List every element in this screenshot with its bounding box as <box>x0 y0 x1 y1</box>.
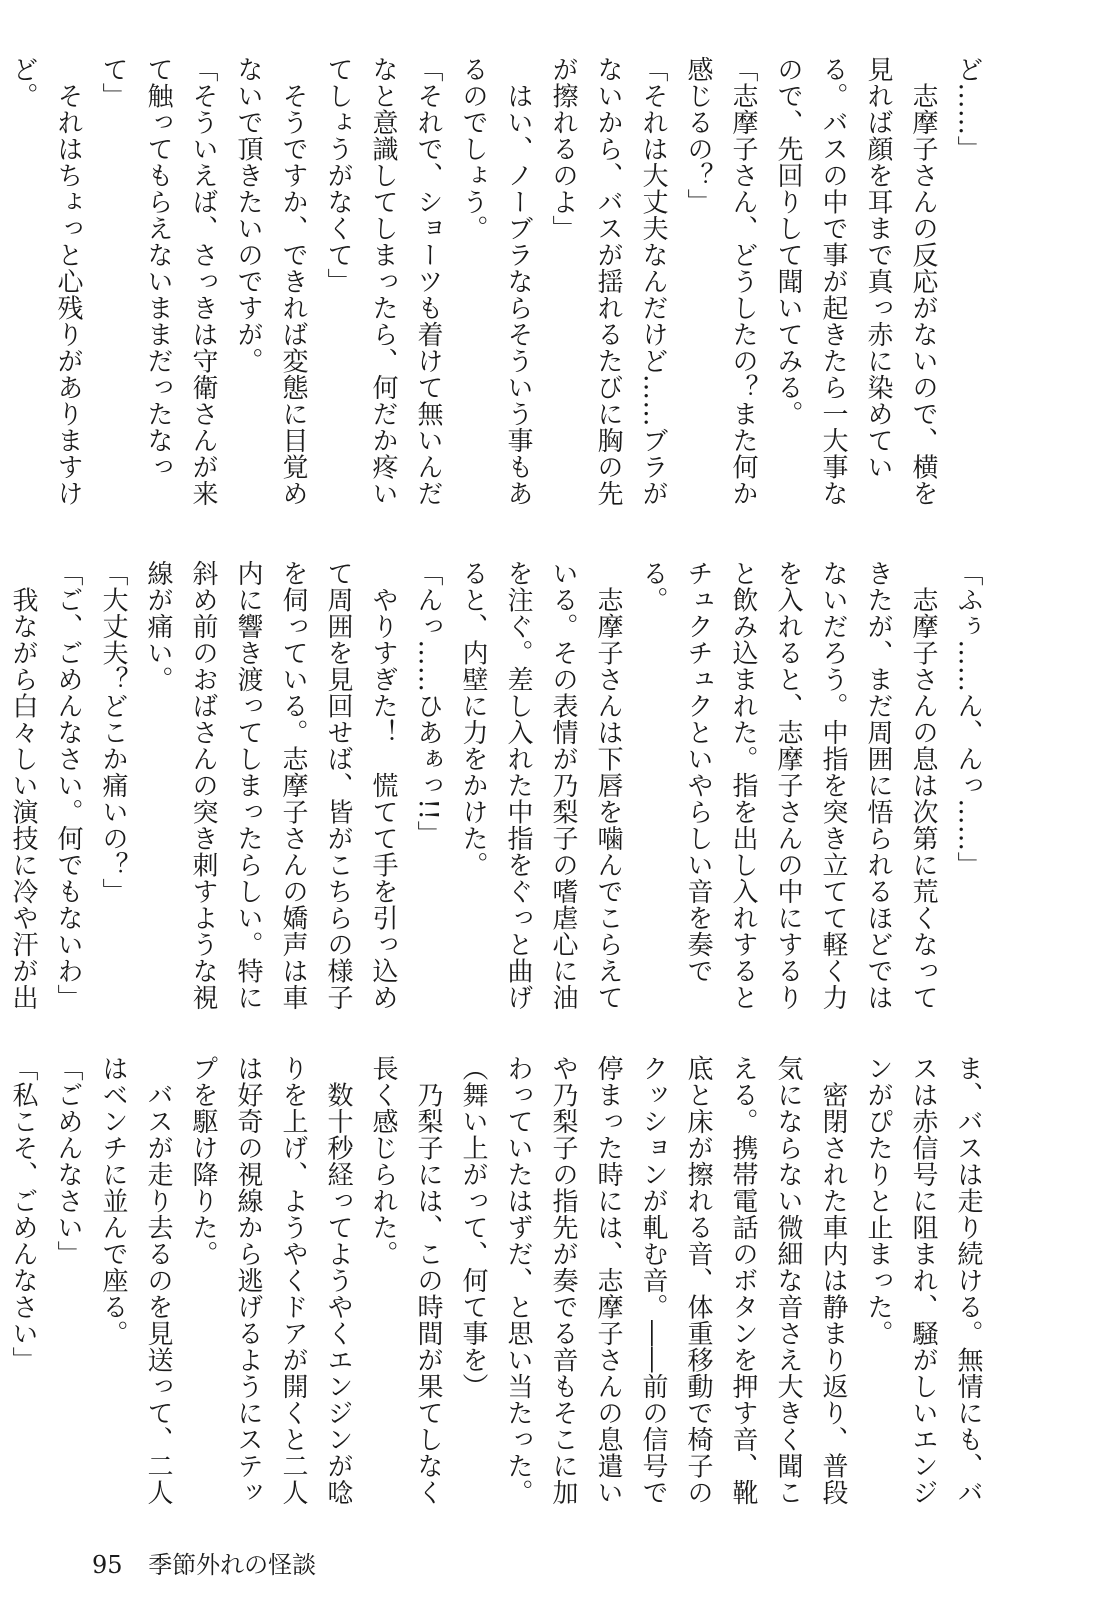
paragraph: 「そういえば、さっきは守衛さんが来て触ってもらえないままだったなって」 <box>98 56 218 507</box>
paragraph: ど……」 <box>953 56 983 162</box>
paragraph: 「志摩子さん、どうしたの？また何か感じるの？」 <box>683 56 758 507</box>
paragraph: （舞い上がって、何て事を） <box>458 1055 488 1400</box>
paragraph: 数十秒経ってようやくエンジンが唸りを上げ、ようやくドアが開くと二人は好奇の視線から逃げるようにステップを駆け降りた。 <box>188 1055 353 1506</box>
paragraph: 「私こそ、ごめんなさい」 <box>8 1055 38 1373</box>
paragraph: 志摩子さんの息は次第に荒くなってきたが、まだ周囲に悟られるほどではないだろう。中指を突き立てて軽く力を入れると、志摩子さんの中にするりと飲み込まれた。指を出し入れするとチュクチュクといやらしい音を奏でる。 <box>638 560 938 1011</box>
paragraph: 我ながら白々しい演技に冷や汗が出 <box>8 586 38 1011</box>
paragraph: 志摩子さんの反応がないので、横を見れば顔を耳まで真っ赤に染めている。バスの中で事が起きたら一大事なので、先回りして聞いてみる。 <box>773 56 938 507</box>
paragraph: 「ごめんなさい」 <box>53 1055 83 1267</box>
paragraph: 「んっ……ひあぁっ!!」 <box>413 560 443 847</box>
paragraph: 志摩子さんは下唇を噛んでこらえている。その表情が乃梨子の嗜虐心に油を注ぐ。差し入れた中指をぐっと曲げると、内壁に力をかけた。 <box>458 560 623 1011</box>
paragraph: 「ご、ごめんなさい。何でもないわ」 <box>53 560 83 1011</box>
paragraph: そうですか、できれば変態に目覚めないで頂きたいのですが。 <box>233 56 308 507</box>
paragraph: それはちょっと心残りがありますけど。 <box>8 56 83 507</box>
paragraph: 乃梨子には、この時間が果てしなく長く感じられた。 <box>368 1055 443 1506</box>
text-tier-top <box>8 56 990 516</box>
paragraph: 「ふぅ……ん、んっ……」 <box>953 560 983 878</box>
paragraph: バスが走り去るのを見送って、二人はベンチに並んで座る。 <box>98 1055 173 1506</box>
book-title: 季節外れの怪談 <box>148 1551 317 1579</box>
paragraph: 密閉された車内は静まり返り、普段気にならない微細な音さえ大きく聞こえる。携帯電話のボタンを押す音、靴底と床が擦れる音、体重移動で椅子のクッションが軋む音。――前の信号で停まった時には、志摩子さんの息遣いや乃梨子の指先が奏でる音もそこに加わっていたはずだ、と思い当たった。 <box>503 1055 848 1506</box>
text-tier-bottom <box>8 1055 990 1515</box>
paragraph: 「それで、ショーツも着けて無いんだなと意識してしまったら、何だか疼いてしょうがなくて」 <box>323 56 443 507</box>
paragraph: ま、バスは走り続ける。無情にも、バスは赤信号に阻まれ、騒がしいエンジンがぴたりと止まった。 <box>863 1055 983 1506</box>
paragraph: やりすぎた！ 慌てて手を引っ込めて周囲を見回せば、皆がこちらの様子を伺っている。志摩子さんの嬌声は車内に響き渡ってしまったらしい。特に斜め前のおばさんの突き刺すような視線が痛い。 <box>143 560 398 1011</box>
paragraph: 「それは大丈夫なんだけど……ブラがないから、バスが揺れるたびに胸の先が擦れるのよ」 <box>548 56 668 507</box>
text-tier-middle <box>8 560 990 1020</box>
paragraph: 「大丈夫？どこか痛いの？」 <box>98 560 128 905</box>
paragraph: はい、ノーブラならそういう事もあるのでしょう。 <box>458 56 533 507</box>
page-footer <box>92 1550 316 1580</box>
page-number: 95 <box>92 1551 123 1579</box>
